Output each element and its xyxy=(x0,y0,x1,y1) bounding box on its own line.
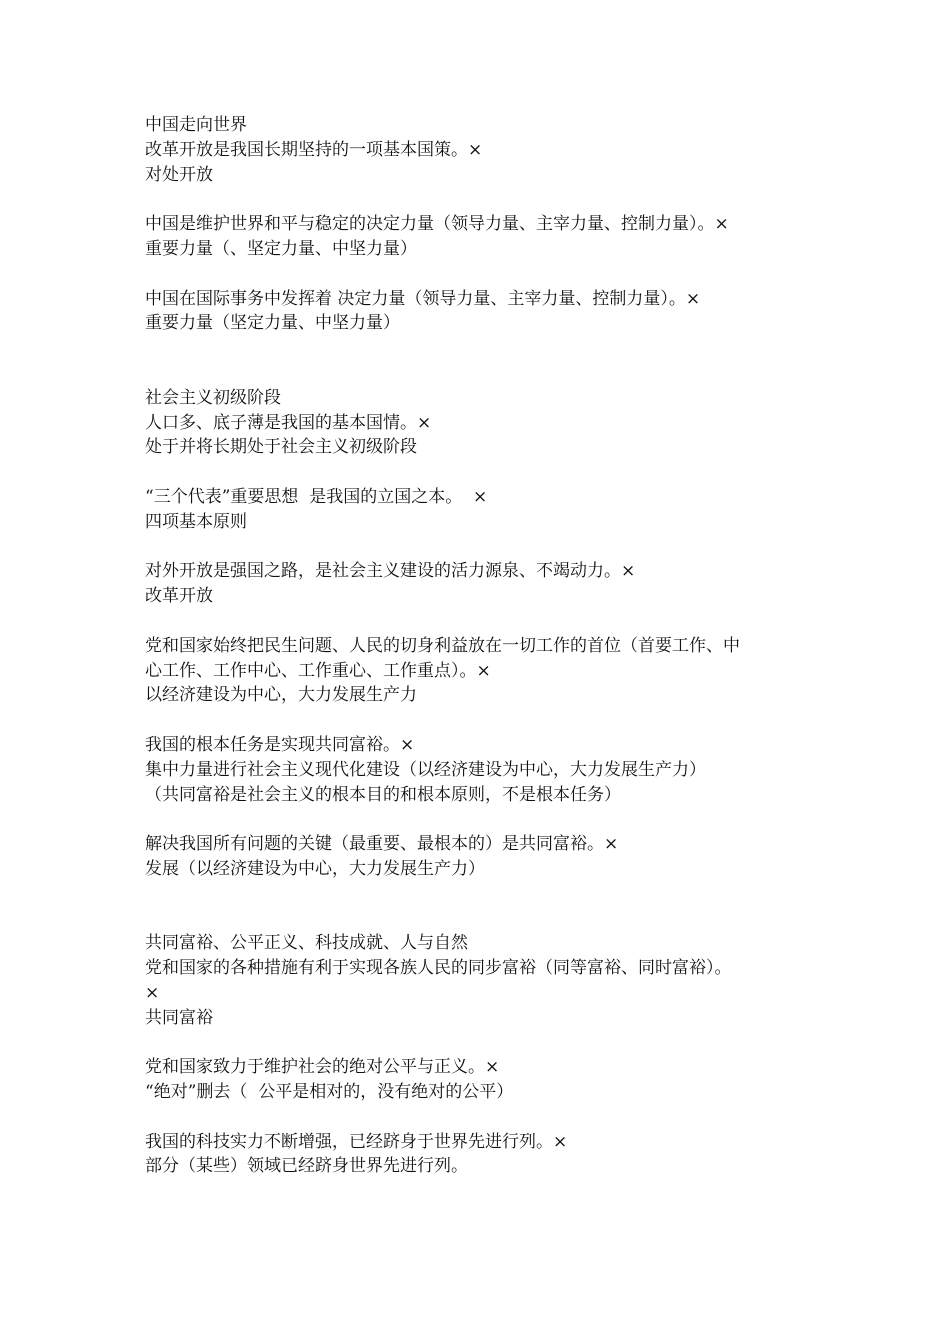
statement-line: 党和国家的各种措施有利于实现各族人民的同步富裕（同等富裕、同时富裕）。 xyxy=(145,958,732,979)
answer-line: 重要力量（坚定力量、中坚力量） xyxy=(145,313,400,334)
statement-line: 对外开放是强国之路，是社会主义建设的活力源泉、不竭动力。× xyxy=(145,561,636,582)
statement-line-continued: × xyxy=(145,982,160,1003)
answer-line: 对处开放 xyxy=(145,164,213,185)
answer-line: 四项基本原则 xyxy=(145,511,247,532)
note-line: （共同富裕是社会主义的根本目的和根本原则，不是根本任务） xyxy=(145,784,621,805)
statement-line: 人口多、底子薄是我国的基本国情。× xyxy=(145,412,432,433)
statement-line: 解决我国所有问题的关键（最重要、最根本的）是共同富裕。× xyxy=(145,834,619,855)
statement-line: 我国的科技实力不断增强，已经跻身于世界先进行列。× xyxy=(145,1131,568,1152)
statement-line: 党和国家致力于维护社会的绝对公平与正义。× xyxy=(145,1057,500,1078)
answer-line: 改革开放 xyxy=(145,586,213,607)
answer-line: “绝对”删去（ 公平是相对的，没有绝对的公平） xyxy=(145,1082,514,1103)
answer-line: 以经济建设为中心，大力发展生产力 xyxy=(145,685,417,706)
answer-line: 重要力量（、坚定力量、中坚力量） xyxy=(145,238,417,259)
section-heading: 共同富裕、公平正义、科技成就、人与自然 xyxy=(145,933,468,954)
statement-line: 我国的根本任务是实现共同富裕。× xyxy=(145,734,415,755)
answer-line: 处于并将长期处于社会主义初级阶段 xyxy=(145,437,417,458)
statement-line: 党和国家始终把民生问题、人民的切身利益放在一切工作的首位（首要工作、中 xyxy=(145,635,740,656)
answer-line: 集中力量进行社会主义现代化建设（以经济建设为中心，大力发展生产力） xyxy=(145,759,706,780)
answer-line: 发展（以经济建设为中心，大力发展生产力） xyxy=(145,858,485,879)
section-heading: 社会主义初级阶段 xyxy=(145,387,281,408)
statement-line-continued: 心工作、工作中心、工作重心、工作重点）。× xyxy=(145,660,491,681)
statement-line: 中国在国际事务中发挥着 决定力量（领导力量、主宰力量、控制力量）。× xyxy=(145,288,701,309)
statement-line: 中国是维护世界和平与稳定的决定力量（领导力量、主宰力量、控制力量）。× xyxy=(145,214,729,235)
section-heading: 中国走向世界 xyxy=(145,115,247,135)
document-page xyxy=(145,113,815,1179)
statement-line: 改革开放是我国长期坚持的一项基本国策。× xyxy=(145,139,483,160)
answer-line: 部分（某些）领域已经跻身世界先进行列。 xyxy=(145,1156,468,1177)
statement-line: “三个代表”重要思想 是我国的立国之本。 × xyxy=(145,486,488,507)
answer-line: 共同富裕 xyxy=(145,1007,213,1028)
